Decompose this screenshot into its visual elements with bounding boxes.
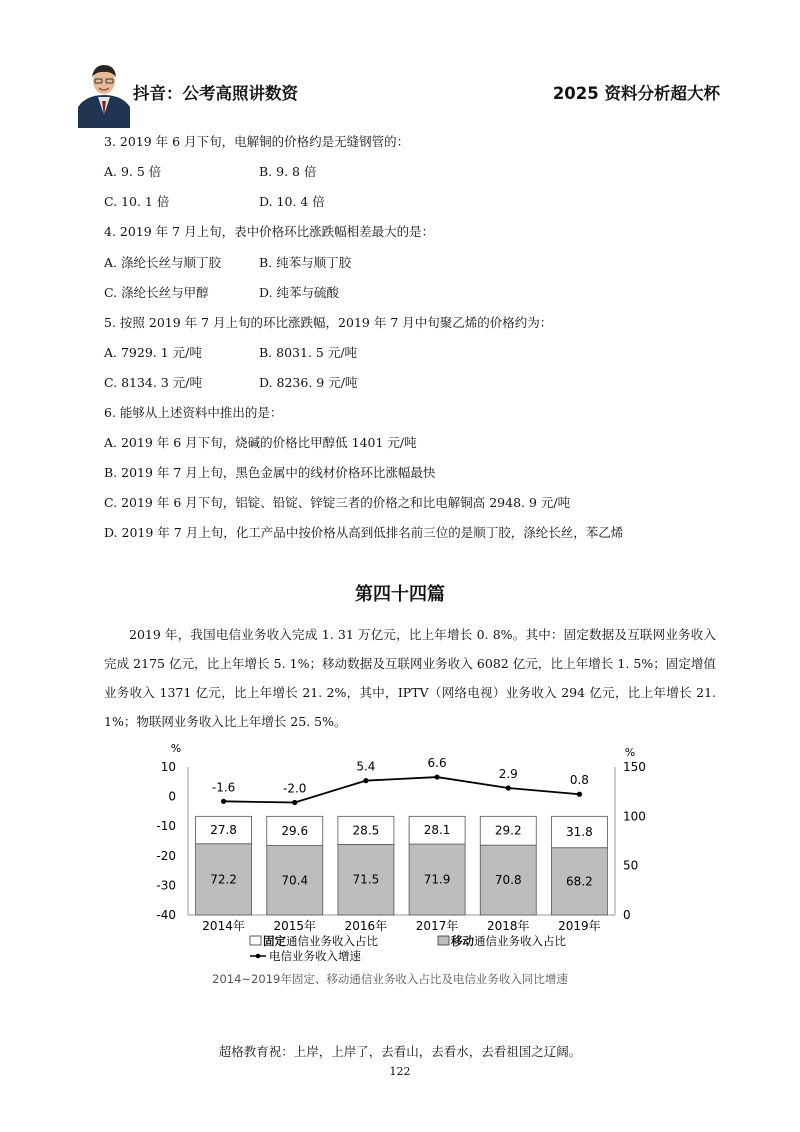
header-right: 2025 资料分析超大杯: [552, 84, 720, 103]
x-tick-label: 2015年: [273, 919, 317, 933]
option: C. 10. 1 倍: [104, 194, 170, 209]
left-axis-tick: -30: [156, 878, 176, 893]
left-axis-tick: 10: [160, 760, 176, 774]
x-tick-label: 2018年: [486, 919, 530, 933]
x-tick-label: 2016年: [344, 919, 388, 933]
fixed-bar-label: 28.5: [352, 823, 380, 838]
mobile-bar-label: 71.9: [423, 872, 451, 887]
growth-point: [434, 774, 439, 779]
right-axis-tick: 100: [623, 809, 646, 824]
fixed-bar-label: 28.1: [423, 823, 451, 838]
legend-line-marker: [256, 954, 261, 959]
footer-text: 超格教育祝：上岸，上岸了，去看山，去看水，去看祖国之辽阔。: [218, 1044, 582, 1059]
legend-fixed: 固定通信业务收入占比: [263, 934, 378, 948]
question-stem: 3. 2019 年 6 月下旬，电解铜的价格约是无缝钢管的：: [104, 134, 410, 149]
growth-point: [506, 785, 511, 790]
fixed-bar-label: 29.2: [494, 823, 522, 838]
growth-label: 5.4: [356, 759, 376, 774]
growth-point: [292, 800, 297, 805]
legend-swatch-mobile: [438, 936, 449, 945]
option: C. 涤纶长丝与甲醇: [104, 285, 209, 300]
question-stem: 6. 能够从上述资料中推出的是：: [104, 405, 283, 420]
chart-title: 2014~2019年固定、移动通信业务收入占比及电信业务收入同比增速: [212, 972, 568, 986]
growth-point: [221, 799, 226, 804]
right-axis-unit: %: [624, 746, 636, 759]
left-axis-tick: -10: [156, 819, 176, 834]
option: B. 8031. 5 元/吨: [259, 345, 358, 360]
option-row: [104, 192, 325, 210]
growth-label: 6.6: [427, 756, 447, 771]
x-tick-label: 2017年: [415, 919, 459, 933]
growth-point: [363, 778, 368, 783]
option: B. 纯苯与顺丁胶: [259, 255, 352, 270]
option: A. 涤纶长丝与顺丁胶: [104, 255, 221, 270]
right-axis-tick: 150: [623, 760, 646, 774]
page-number: 122: [389, 1065, 411, 1078]
option-row: [104, 253, 352, 271]
legend-swatch-fixed: [250, 936, 261, 945]
option: D. 10. 4 倍: [259, 194, 325, 209]
growth-point: [577, 792, 582, 797]
header-left: 抖音：公考高照讲数资: [133, 84, 298, 103]
option-row: [104, 162, 317, 180]
option-row: [104, 373, 358, 391]
intro-paragraph: 2019 年，我国电信业务收入完成 1. 31 万亿元，比上年增长 0. 8%。其中：固定数据及互联网业务收入完成 2175 亿元，比上年增长 5. 1%；移动数据及互联网业务收入 6082 亿元，比上年增长 1. 5%；固定增值业务收入 1371 亿元，比上年增长 21. 2%，其中，IPTV（网络电视）业务收入 294 亿元，比上年增长 21. 1%；物联网业务收入比上年增长 25. 5%。: [104, 627, 716, 729]
option: B. 2019 年 7 月上旬，黑色金属中的线材价格环比涨幅最快: [104, 465, 436, 480]
mobile-bar-label: 68.2: [566, 874, 593, 889]
growth-label: -1.6: [211, 780, 236, 795]
mobile-bar-label: 70.8: [494, 873, 522, 888]
x-tick-label: 2019年: [558, 919, 601, 933]
option: C. 2019 年 6 月下旬，铝锭、铅锭、锌锭三者的价格之和比电解铜高 2948. 9 元/吨: [104, 495, 571, 510]
growth-label: 0.8: [569, 773, 589, 788]
growth-label: 2.9: [498, 767, 518, 782]
right-axis-tick: 50: [623, 858, 639, 873]
option: D. 纯苯与硫酸: [259, 285, 340, 300]
mobile-bar-label: 71.5: [352, 872, 380, 887]
x-tick-label: 2014年: [202, 919, 245, 933]
fixed-bar-label: 27.8: [210, 823, 237, 838]
mobile-bar-label: 72.2: [210, 872, 237, 887]
left-axis-tick: 0: [168, 789, 176, 804]
question-stem: 5. 按照 2019 年 7 月上旬的环比涨跌幅，2019 年 7 月中旬聚乙烯的价格约为：: [104, 315, 553, 330]
growth-line: [224, 777, 580, 802]
mobile-bar-label: 70.4: [281, 873, 309, 888]
question-stem: 4. 2019 年 7 月上旬，表中价格环比涨跌幅相差最大的是：: [104, 224, 435, 239]
legend-mobile: 移动通信业务收入占比: [451, 934, 566, 948]
option: D. 8236. 9 元/吨: [259, 375, 358, 390]
legend-growth: 电信业务收入增速: [269, 949, 361, 963]
fixed-bar-label: 29.6: [281, 823, 309, 838]
option-row: [104, 283, 340, 301]
section-title: 第四十四篇: [355, 584, 445, 605]
chart: [140, 742, 646, 990]
left-axis-tick: -20: [156, 848, 176, 863]
option: A. 7929. 1 元/吨: [104, 345, 202, 360]
option: A. 2019 年 6 月下旬，烧碱的价格比甲醇低 1401 元/吨: [104, 435, 417, 450]
growth-label: -2.0: [283, 781, 307, 796]
option: B. 9. 8 倍: [259, 164, 317, 179]
option: A. 9. 5 倍: [104, 164, 162, 179]
left-axis-tick: -40: [156, 908, 176, 922]
avatar: [78, 55, 130, 128]
option: C. 8134. 3 元/吨: [104, 375, 202, 390]
option-row: [104, 343, 358, 361]
fixed-bar-label: 31.8: [566, 825, 593, 840]
right-axis-tick: 0: [623, 908, 631, 922]
left-axis-unit: %: [170, 742, 182, 755]
option: D. 2019 年 7 月上旬，化工产品中按价格从高到低排名前三位的是顺丁胶，涤纶长丝，苯乙烯: [104, 525, 624, 540]
